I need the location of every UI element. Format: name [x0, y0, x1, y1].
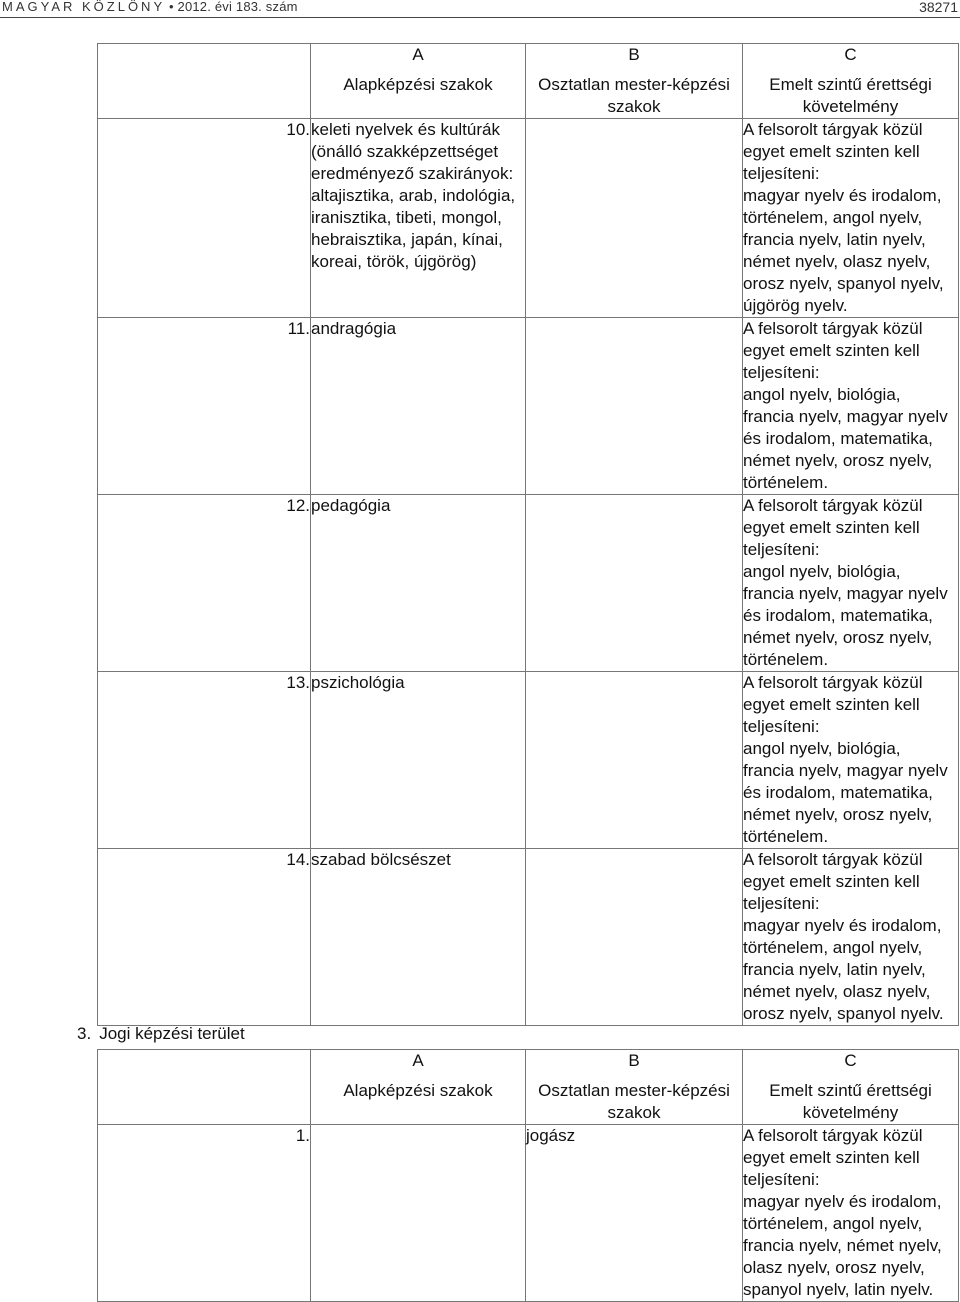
requirement-intro: A felsorolt tárgyak közül egyet emelt szinten kell teljesíteni:: [743, 673, 923, 736]
requirement-intro: A felsorolt tárgyak közül egyet emelt szinten kell teljesíteni:: [743, 120, 923, 183]
table-row: [98, 318, 959, 495]
corner-cell: [98, 44, 311, 75]
requirement-cell: [743, 119, 959, 318]
column-name-row: [98, 74, 959, 119]
column-letter-c: C: [743, 44, 959, 75]
column-name-b: Osztatlan mester-képzési szakok: [526, 74, 743, 119]
row-number: 1.: [98, 1125, 311, 1302]
column-letter-row: [98, 1050, 959, 1081]
requirement-subjects: angol nyelv, biológia, francia nyelv, magyar nyelv és irodalom, matematika, német nyelv, orosz nyelv, történelem.: [743, 385, 948, 492]
section-heading: [77, 1024, 245, 1044]
column-letter-c: C: [743, 1050, 959, 1081]
corner-cell: [98, 1050, 311, 1081]
requirement-cell: [743, 849, 959, 1026]
bachelor-program: [311, 672, 526, 849]
column-name-a: Alapképzési szakok: [311, 74, 526, 119]
master-program: jogász: [526, 1125, 743, 1302]
table-row: [98, 849, 959, 1026]
master-program: [526, 495, 743, 672]
column-letter-b: B: [526, 44, 743, 75]
column-name-a: Alapképzési szakok: [311, 1080, 526, 1125]
column-name-row: [98, 1080, 959, 1125]
requirement-cell: [743, 672, 959, 849]
column-letter-a: A: [311, 1050, 526, 1081]
issue-label: 2012. évi 183. szám: [177, 0, 298, 14]
row-number: 12.: [98, 495, 311, 672]
requirements-table-2: [97, 1049, 959, 1302]
requirement-cell: [743, 318, 959, 495]
bachelor-program: [311, 495, 526, 672]
requirement-subjects: magyar nyelv és irodalom, történelem, angol nyelv, francia nyelv, német nyelv, olasz nyelv, orosz nyelv, spanyol nyelv, latin nyelv.: [743, 1192, 942, 1299]
requirement-cell: [743, 495, 959, 672]
row-number: 10.: [98, 119, 311, 318]
requirement-subjects: magyar nyelv és irodalom, történelem, angol nyelv, francia nyelv, latin nyelv, német nyelv, olasz nyelv, orosz nyelv, spanyol nyelv, újgörög nyelv.: [743, 186, 944, 315]
header-title: [2, 0, 298, 14]
requirement-intro: A felsorolt tárgyak közül egyet emelt szinten kell teljesíteni:: [743, 319, 923, 382]
column-letter-row: [98, 44, 959, 75]
column-letter-b: B: [526, 1050, 743, 1081]
magazine-name: MAGYAR KÖZLÖNY: [2, 0, 166, 14]
section-title: Jogi képzési terület: [99, 1024, 245, 1043]
master-program: [526, 318, 743, 495]
requirement-subjects: angol nyelv, biológia, francia nyelv, magyar nyelv és irodalom, matematika, német nyelv, orosz nyelv, történelem.: [743, 562, 948, 669]
page-header: [0, 0, 960, 16]
master-program: [526, 849, 743, 1026]
column-letter-a: A: [311, 44, 526, 75]
program-name: szabad bölcsészet: [311, 850, 451, 869]
header-bullet: •: [168, 0, 174, 14]
corner-cell-lower: [98, 74, 311, 119]
row-number: 14.: [98, 849, 311, 1026]
row-number: 11.: [98, 318, 311, 495]
bachelor-program: [311, 119, 526, 318]
requirement-intro: A felsorolt tárgyak közül egyet emelt szinten kell teljesíteni:: [743, 850, 923, 913]
bachelor-program: [311, 318, 526, 495]
program-name: pedagógia: [311, 496, 391, 515]
section-number: 3.: [77, 1024, 92, 1043]
table-row: [98, 119, 959, 318]
table-row: [98, 1125, 959, 1302]
header-rule: [0, 17, 960, 18]
requirement-cell: [743, 1125, 959, 1302]
table-row: [98, 495, 959, 672]
program-name: pszichológia: [311, 673, 405, 692]
page-number: 38271: [919, 0, 958, 15]
requirement-subjects: angol nyelv, biológia, francia nyelv, magyar nyelv és irodalom, matematika, német nyelv, orosz nyelv, történelem.: [743, 739, 948, 846]
column-name-b: Osztatlan mester-képzési szakok: [526, 1080, 743, 1125]
program-name: keleti nyelvek és kultúrák (önálló szakképzettséget eredményező szakirányok: altajisztika, arab, indológia, iranisztika, tibeti, mongol, hebraisztika, japán, kínai, koreai, török, újgörög): [311, 120, 516, 271]
table-row: [98, 672, 959, 849]
requirement-intro: A felsorolt tárgyak közül egyet emelt szinten kell teljesíteni:: [743, 1126, 923, 1189]
requirement-subjects: magyar nyelv és irodalom, történelem, angol nyelv, francia nyelv, latin nyelv, német nyelv, olasz nyelv, orosz nyelv, spanyol nyelv.: [743, 916, 944, 1023]
requirements-table-1: [97, 43, 959, 1026]
master-program: [526, 119, 743, 318]
bachelor-program: [311, 1125, 526, 1302]
row-number: 13.: [98, 672, 311, 849]
requirement-intro: A felsorolt tárgyak közül egyet emelt szinten kell teljesíteni:: [743, 496, 923, 559]
column-name-c: Emelt szintű érettségi követelmény: [743, 74, 959, 119]
column-name-c: Emelt szintű érettségi követelmény: [743, 1080, 959, 1125]
bachelor-program: [311, 849, 526, 1026]
corner-cell-lower: [98, 1080, 311, 1125]
program-name: andragógia: [311, 319, 397, 338]
master-program: [526, 672, 743, 849]
